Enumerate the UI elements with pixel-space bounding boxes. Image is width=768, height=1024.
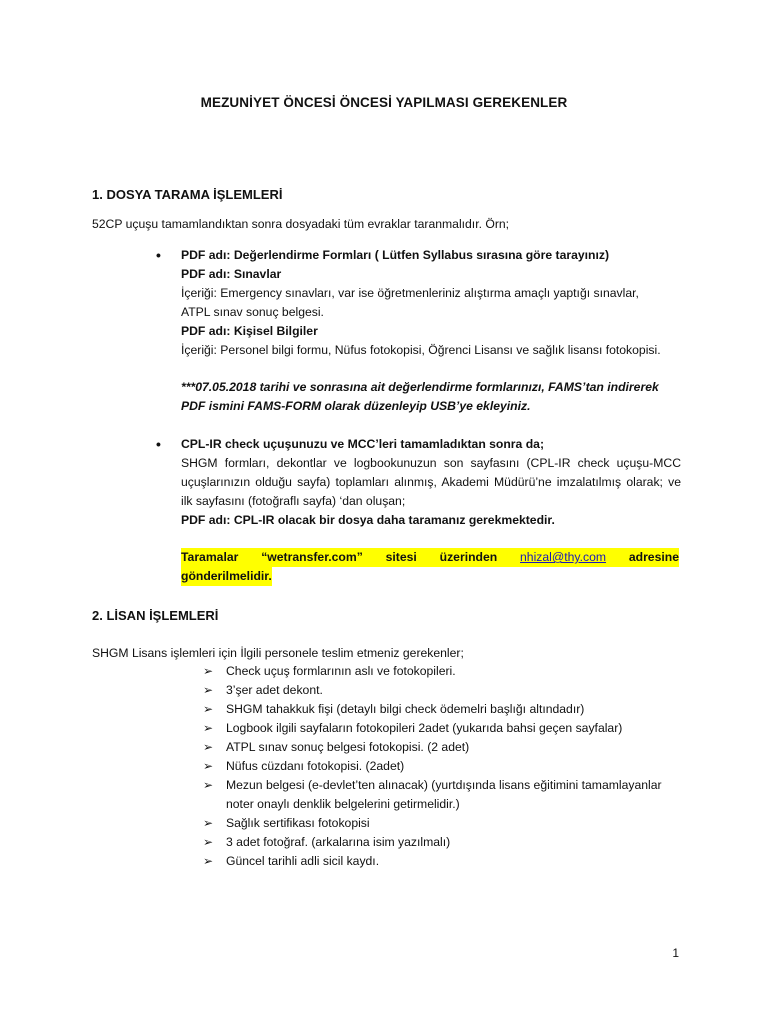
arrow-bullet-icon: ➢ — [203, 702, 214, 716]
list-item: ➢ Güncel tarihli adli sicil kaydı. — [203, 852, 683, 871]
list-item: ➢ 3 adet fotoğraf. (arkalarına isim yazılmalı) — [203, 833, 683, 852]
section2-intro: SHGM Lisans işlemleri için İlgili personele teslim etmeniz gerekenler; — [92, 646, 464, 660]
fams-note — [181, 378, 681, 416]
arrow-bullet-icon: ➢ — [203, 854, 214, 868]
wetransfer-line1 — [181, 548, 679, 567]
license-documents-list — [203, 662, 683, 871]
wetransfer-line2: gönderilmelidir. — [181, 567, 272, 586]
arrow-bullet-icon: ➢ — [203, 759, 214, 773]
wetransfer-instruction — [181, 548, 679, 586]
arrow-bullet-icon: ➢ — [203, 816, 214, 830]
bullet-marker: • — [156, 247, 161, 263]
fams-note-line2: PDF ismini FAMS-FORM olarak düzenleyip USB’ye ekleyiniz. — [181, 399, 531, 413]
bullet-marker: • — [156, 436, 161, 452]
list-item: ➢ Mezun belgesi (e-devlet’ten alınacak) (yurtdışında lisans eğitimini tamamlayanlar noter onaylı denklik belgelerini getirmelidir.) — [203, 778, 662, 811]
list-item: ➢ 3’şer adet dekont. — [203, 681, 683, 700]
wetransfer-word-adresine: adresine — [628, 550, 679, 564]
cpl-ir-intro: CPL-IR check uçuşunuzu ve MCC’leri tamamladıktan sonra da; — [181, 437, 545, 451]
email-link[interactable]: nhizal@thy.com — [520, 550, 607, 564]
arrow-bullet-icon: ➢ — [203, 778, 214, 792]
pdf-name-degerlendirme: PDF adı: Değerlendirme Formları ( Lütfen Syllabus sırasına göre tarayınız) — [181, 248, 610, 262]
section1-intro: 52CP uçuşu tamamlandıktan sonra dosyadaki tüm evraklar taranmalıdır. Örn; — [92, 217, 510, 231]
document-title: MEZUNİYET ÖNCESİ ÖNCESİ YAPILMASI GEREKENLER — [200, 95, 568, 110]
arrow-bullet-icon: ➢ — [203, 835, 214, 849]
page-number: 1 — [672, 946, 679, 960]
fams-note-line1: ***07.05.2018 tarihi ve sonrasına ait değerlendirme formlarınızı, FAMS’tan indirerek — [181, 380, 659, 394]
arrow-bullet-icon: ➢ — [203, 740, 214, 754]
wetransfer-word-taramalar: Taramalar — [181, 550, 239, 564]
list-item: ➢ Logbook ilgili sayfaların fotokopileri 2adet (yukarıda bahsi geçen sayfalar) — [203, 719, 683, 738]
wetransfer-word-sitesi: sitesi — [385, 550, 417, 564]
content-sinavlar: İçeriği: Emergency sınavları, var ise öğretmenleriniz alıştırma amaçlı yaptığı sınavlar, — [181, 286, 639, 300]
cpl-ir-line3: uçuşlarınızın olduğu sayfa) toplamları alınmış, Akademi Müdürü’ne imzalatılmış olarak; ve — [181, 475, 681, 489]
wetransfer-word-uzerinden: üzerinden — [439, 550, 498, 564]
list-item: ➢ Check uçuş formlarının aslı ve fotokopileri. — [203, 662, 683, 681]
cpl-ir-line4: ilk sayfasını (fotoğraflı sayfa) ‘dan oluşan; — [181, 494, 406, 508]
bullet-pdf-list — [181, 246, 681, 360]
bullet-cpl-ir — [181, 435, 681, 530]
list-item: ➢ Sağlık sertifikası fotokopisi — [203, 814, 683, 833]
content-sinavlar-cont: ATPL sınav sonuç belgesi. — [181, 305, 324, 319]
cpl-ir-line2: SHGM formları, dekontlar ve logbookunuzun son sayfasını (CPL-IR check uçuşu-MCC — [181, 456, 681, 470]
arrow-bullet-icon: ➢ — [203, 664, 214, 678]
section-heading-lisan: 2. LİSAN İŞLEMLERİ — [92, 608, 219, 623]
list-item: ➢ SHGM tahakkuk fişi (detaylı bilgi check ödemelri başlığı altındadır) — [203, 700, 683, 719]
wetransfer-site-name: “wetransfer.com” — [261, 550, 363, 564]
pdf-name-kisisel: PDF adı: Kişisel Bilgiler — [181, 324, 318, 338]
list-item: ➢ Nüfus cüzdanı fotokopisi. (2adet) — [203, 757, 683, 776]
content-kisisel: İçeriği: Personel bilgi formu, Nüfus fotokopisi, Öğrenci Lisansı ve sağlık lisansı fotokopisi. — [181, 343, 661, 357]
pdf-name-sinavlar: PDF adı: Sınavlar — [181, 267, 282, 281]
list-item: ➢ ATPL sınav sonuç belgesi fotokopisi. (2 adet) — [203, 738, 683, 757]
pdf-name-cpl-ir: PDF adı: CPL-IR olacak bir dosya daha taramanız gerekmektedir. — [181, 513, 555, 527]
arrow-bullet-icon: ➢ — [203, 683, 214, 697]
arrow-bullet-icon: ➢ — [203, 721, 214, 735]
section-heading-dosya-tarama: 1. DOSYA TARAMA İŞLEMLERİ — [92, 187, 283, 202]
